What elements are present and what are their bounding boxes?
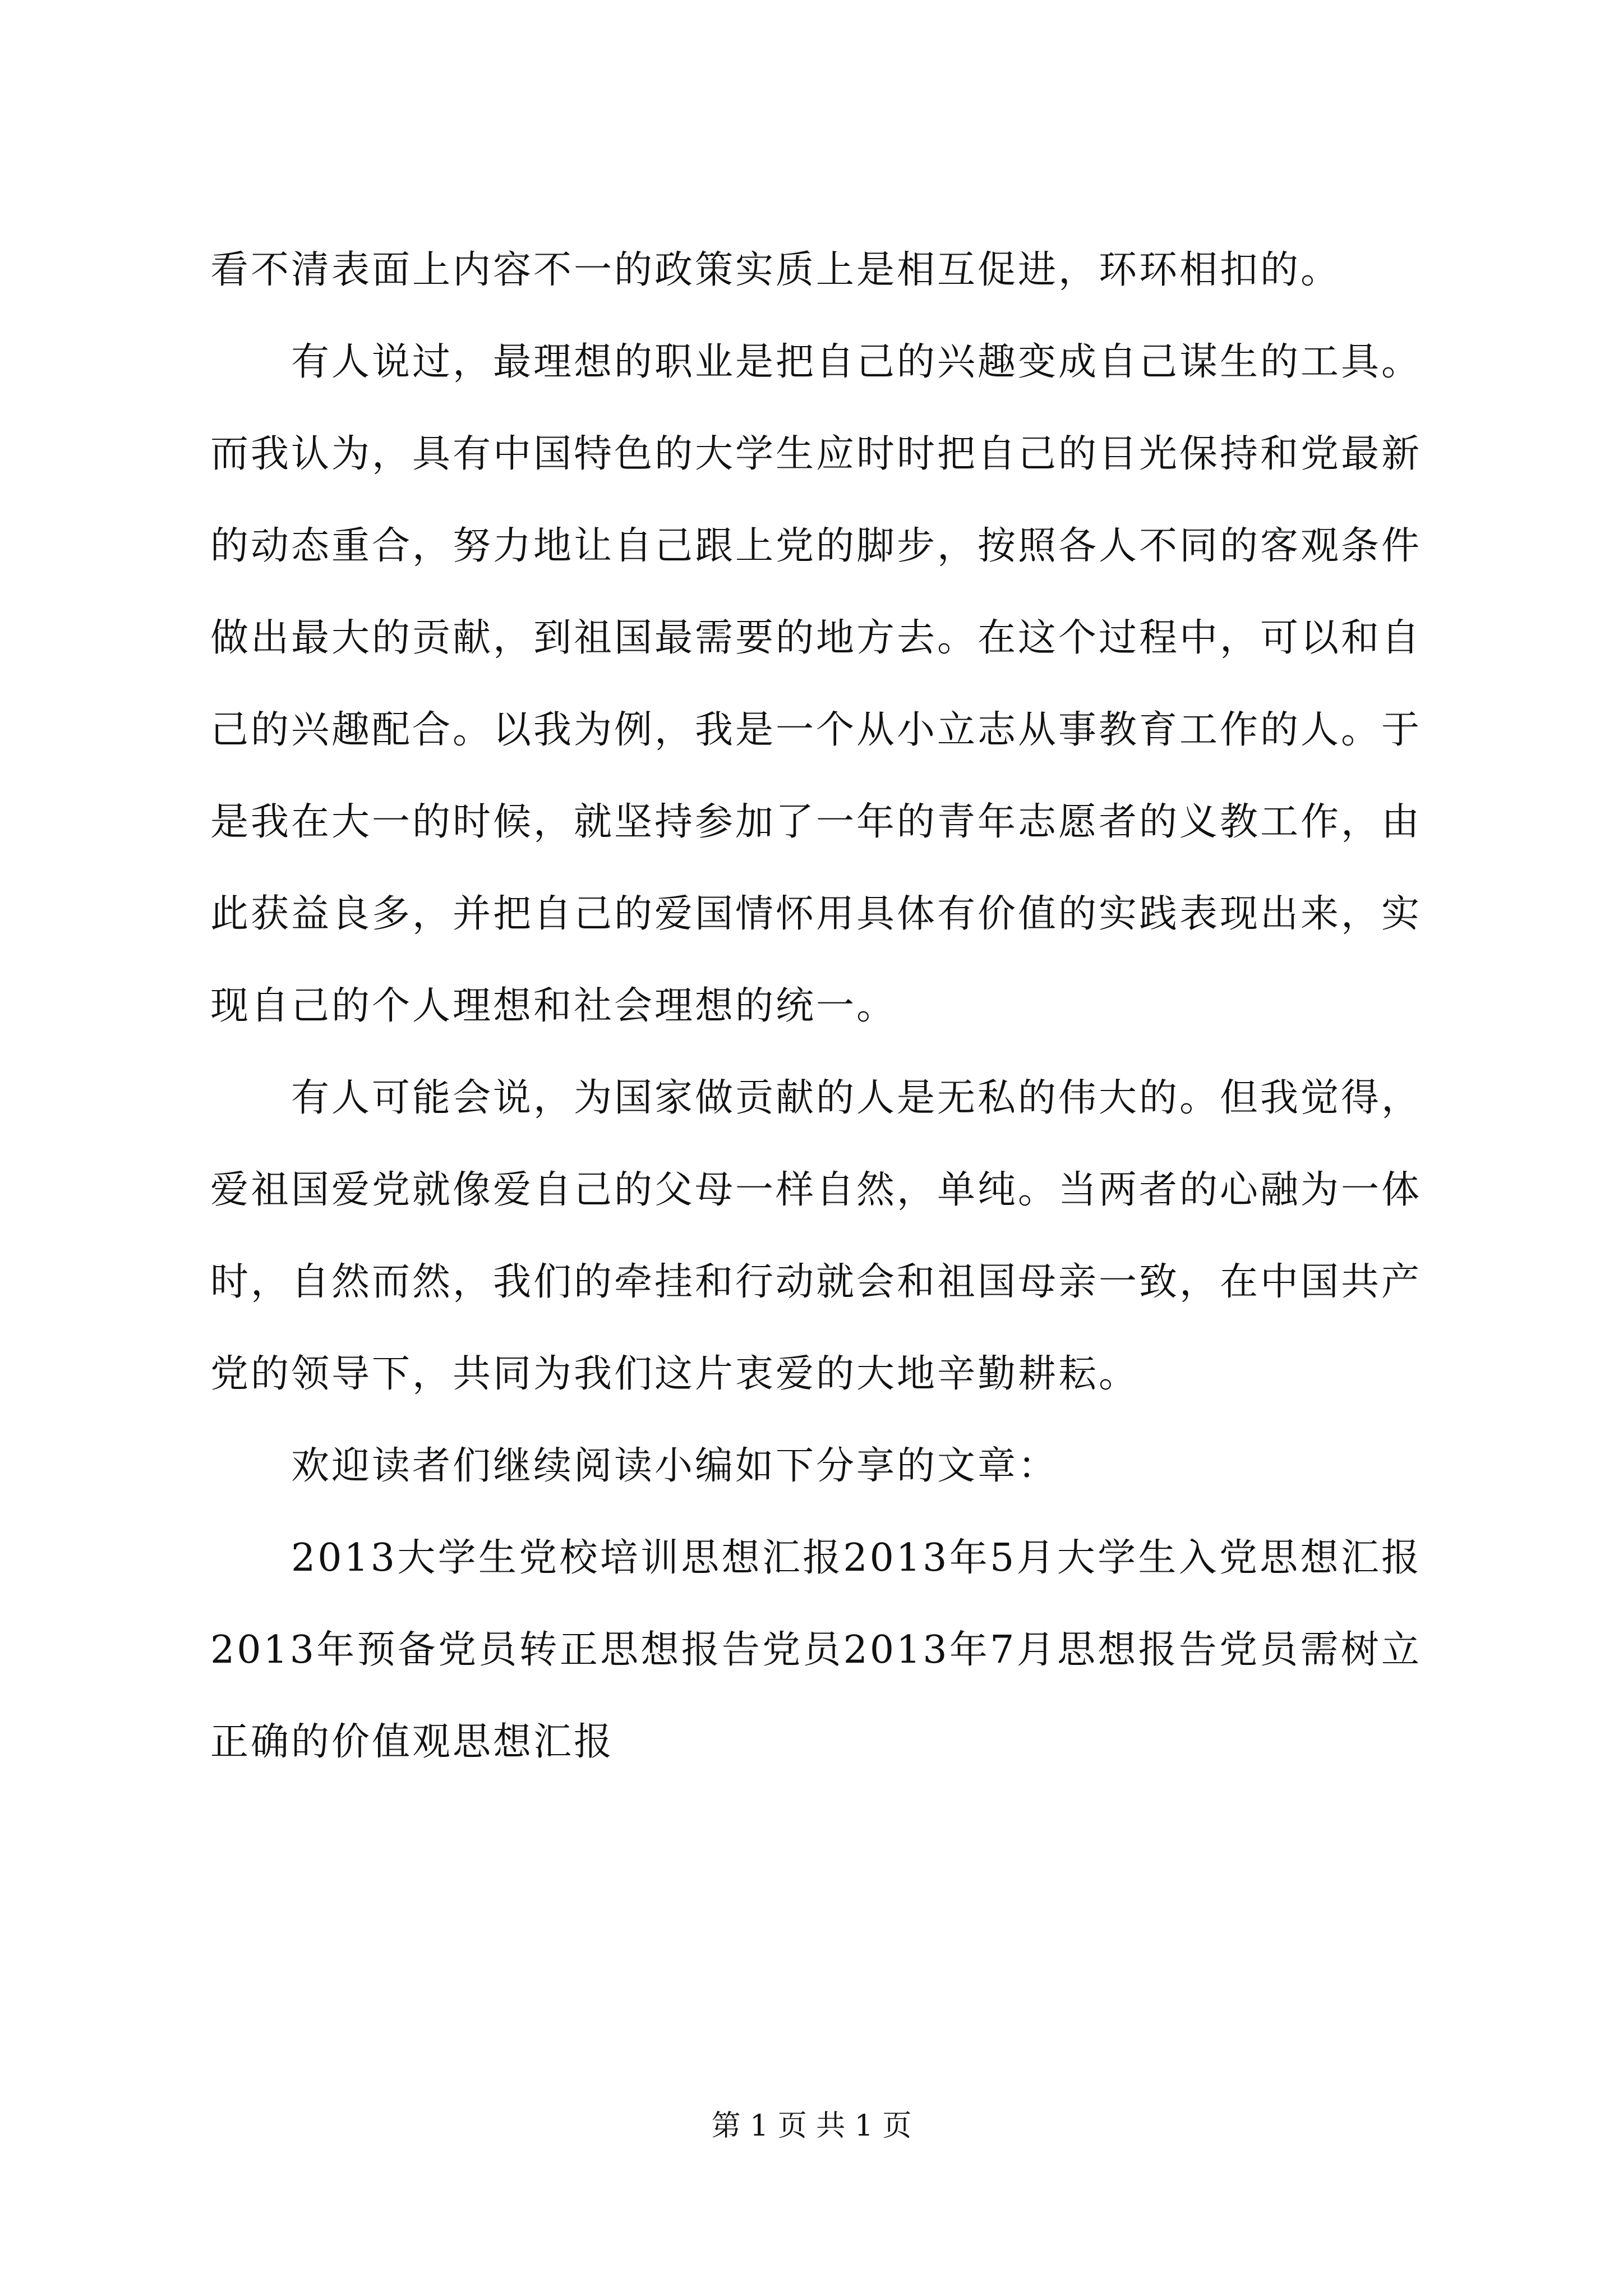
paragraph-4: 欢迎读者们继续阅读小编如下分享的文章： bbox=[291, 1444, 1059, 1488]
paragraph-1: 看不清表面上内容不一的政策实质上是相互促进，环环相扣的。 bbox=[210, 248, 1341, 292]
document-body bbox=[210, 224, 1422, 1788]
paragraph-3: 有人可能会说，为国家做贡献的人是无私的伟大的。但我觉得，爱祖国爱党就像爱自己的父母一样自然，单纯。当两者的心融为一体时，自然而然，我们的牵挂和行动就会和祖国母亲一致，在中国共产党的领导下，共同为我们这片衷爱的大地辛勤耕耘。 bbox=[210, 1076, 1422, 1396]
page-number-footer: 第 1 页 共 1 页 bbox=[711, 2109, 912, 2143]
paragraph-2: 有人说过，最理想的职业是把自己的兴趣变成自己谋生的工具。而我认为，具有中国特色的大学生应时时把自己的目光保持和党最新的动态重合，努力地让自己跟上党的脚步，按照各人不同的客观条件做出最大的贡献，到祖国最需要的地方去。在这个过程中，可以和自己的兴趣配合。以我为例，我是一个从小立志从事教育工作的人。于是我在大一的时候，就坚持参加了一年的青年志愿者的义教工作，由此获益良多，并把自己的爱国情怀用具体有价值的实践表现出来，实现自己的个人理想和社会理想的统一。 bbox=[210, 340, 1422, 1028]
paragraph-5: 2013大学生党校培训思想汇报2013年5月大学生入党思想汇报2013年预备党员转正思想报告党员2013年7月思想报告党员需树立正确的价值观思想汇报 bbox=[210, 1536, 1422, 1764]
